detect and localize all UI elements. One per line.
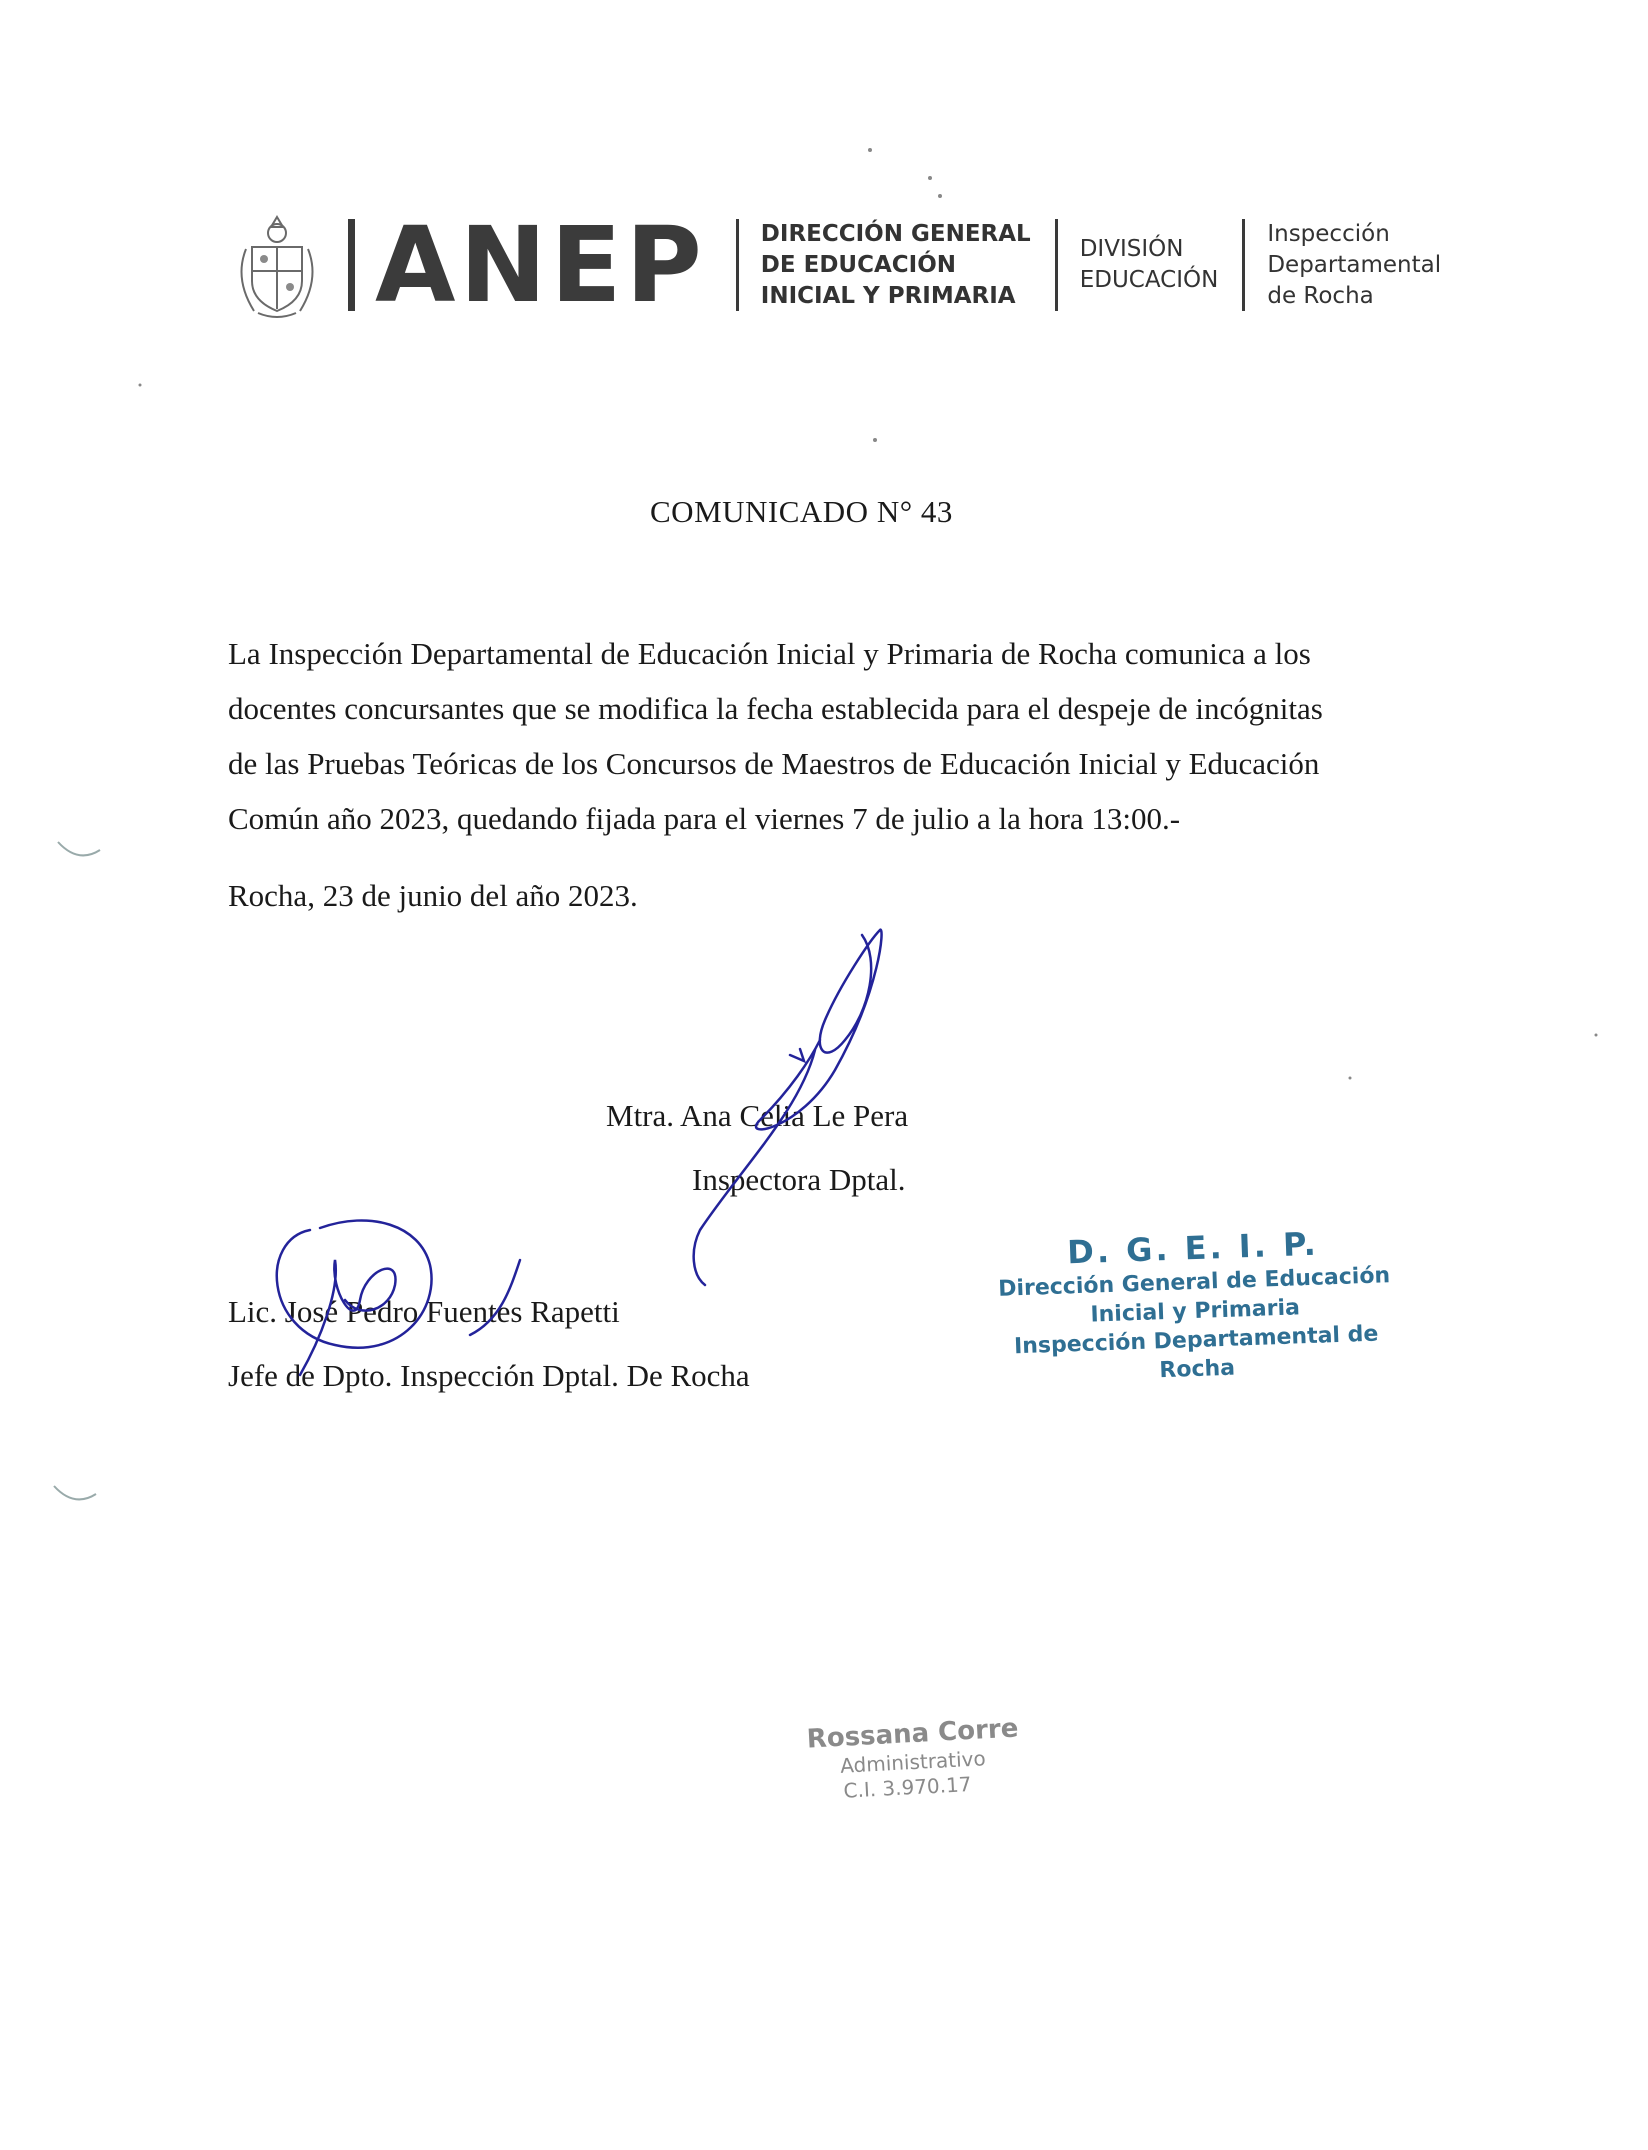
header-inspection-line: Inspección xyxy=(1267,220,1390,247)
header-divider xyxy=(1055,219,1058,311)
scan-speck xyxy=(1349,1077,1352,1080)
header-dgeip-line: DIRECCIÓN GENERAL xyxy=(760,220,1031,247)
header-division-line: DIVISIÓN xyxy=(1079,236,1184,262)
scan-speck xyxy=(139,384,142,387)
header-divider xyxy=(1242,219,1245,311)
coat-of-arms-icon xyxy=(228,209,326,321)
administrative-stamp xyxy=(806,1713,1022,1806)
header-division xyxy=(1080,234,1219,296)
stamp-ci: C.I. 3.970.17 xyxy=(842,1772,973,1803)
document-title: COMUNICADO N° 43 xyxy=(650,494,953,529)
header-divider xyxy=(348,219,355,311)
scan-mark xyxy=(58,842,100,855)
scan-speck xyxy=(868,148,872,152)
stamp-role: Administrativo xyxy=(839,1746,987,1778)
signatory2-role: Jefe de Dpto. Inspección Dptal. De Rocha xyxy=(228,1358,750,1393)
header-inspection-line: Departamental xyxy=(1267,251,1442,278)
dgeip-stamp xyxy=(972,1220,1417,1391)
letterhead xyxy=(228,205,1465,325)
signatory1-name: Mtra. Ana Celia Le Pera xyxy=(606,1098,909,1133)
stamp-name: Rossana Corre xyxy=(806,1713,1020,1755)
header-dgeip-line: INICIAL Y PRIMARIA xyxy=(760,282,1016,309)
scan-speck xyxy=(1595,1034,1598,1037)
scan-speck xyxy=(873,438,877,442)
scan-mark xyxy=(54,1486,96,1499)
stamp-acronym: D. G. E. I. P. xyxy=(1066,1224,1320,1272)
body-paragraph xyxy=(228,626,1376,846)
stamp-line: Dirección General de Educación xyxy=(997,1263,1391,1302)
header-inspection xyxy=(1267,219,1441,312)
stamp-line: Inicial y Primaria xyxy=(1090,1295,1301,1328)
header-dgeip-line: DE EDUCACIÓN xyxy=(760,251,957,278)
body-line: de las Pruebas Teóricas de los Concursos de Maestros de Educación Inicial y Educación xyxy=(228,746,1320,781)
header-division-line: EDUCACIÓN xyxy=(1079,267,1219,293)
signatory2-name: Lic. José Pedro Fuentes Rapetti xyxy=(228,1294,620,1329)
scan-hole-marks xyxy=(54,842,100,1499)
stamp-line: Inspección Departamental de Rocha xyxy=(1013,1321,1379,1384)
header-dgeip xyxy=(761,219,1031,312)
header-inspection-line: de Rocha xyxy=(1267,282,1374,309)
signatory1-role: Inspectora Dptal. xyxy=(692,1162,906,1197)
anep-logo: ANEP xyxy=(375,204,706,326)
body-line: Común año 2023, quedando fijada para el viernes 7 de julio a la hora 13:00.- xyxy=(228,801,1181,836)
header-divider xyxy=(736,219,739,311)
date-line: Rocha, 23 de junio del año 2023. xyxy=(228,878,638,913)
scan-speck xyxy=(938,194,942,198)
body-line: docentes concursantes que se modifica la fecha establecida para el despeje de incógnitas xyxy=(228,691,1323,726)
scan-speck xyxy=(928,176,932,180)
signature-stroke xyxy=(790,1049,804,1061)
body-line: La Inspección Departamental de Educación Inicial y Primaria de Rocha comunica a los xyxy=(228,636,1311,671)
